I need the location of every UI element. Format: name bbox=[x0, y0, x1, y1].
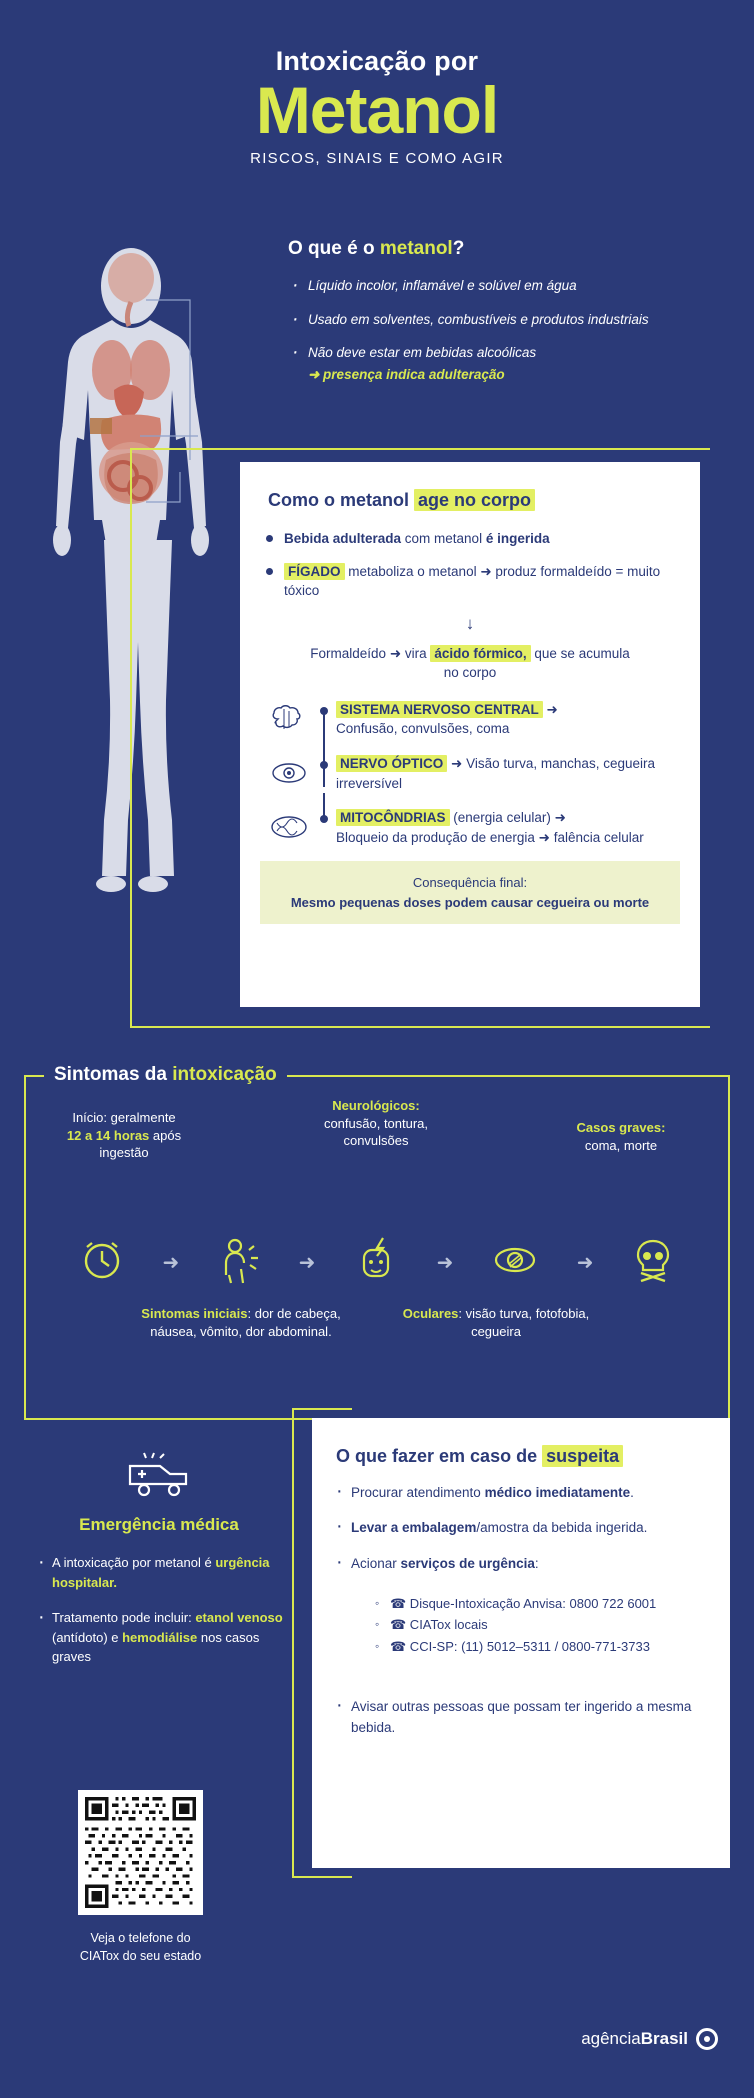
arrow-separator-icon: ➜ bbox=[576, 1251, 594, 1274]
step-ingestion-mid: com metanol bbox=[401, 531, 486, 546]
emergency-item1-bold2: hemodiálise bbox=[122, 1629, 198, 1645]
onset-line2b: após bbox=[149, 1127, 182, 1143]
qr-caption-line2: CIATox do seu estado bbox=[79, 1948, 202, 1963]
organ-text-mitochondria bbox=[336, 807, 644, 847]
emergency-item1-post: nos casos graves bbox=[52, 1629, 260, 1664]
header bbox=[0, 0, 754, 167]
step-liver-highlight: FÍGADO bbox=[284, 563, 345, 580]
skull-icon bbox=[631, 1237, 675, 1288]
symptom-label-severe bbox=[526, 1119, 716, 1154]
human-body-illustration bbox=[28, 240, 243, 930]
ocular-rest: : visão turva, fotofobia, cegueira bbox=[458, 1306, 590, 1339]
todo-item2-bold: serviços de urgência bbox=[400, 1555, 535, 1571]
step-formic-post: que se acumula no corpo bbox=[443, 645, 630, 681]
emergency-item1-bold1: etanol venoso bbox=[195, 1610, 283, 1625]
step-ingestion-bold1: Bebida adulterada bbox=[284, 531, 402, 546]
what-is-item-1: Usado em solventes, combustíveis e produtos industriais bbox=[308, 311, 649, 327]
todo-item1-bold: Levar a embalagem bbox=[351, 1520, 477, 1536]
list-item bbox=[336, 1697, 708, 1738]
neuro-line2: convulsões bbox=[343, 1133, 409, 1149]
symptoms-icon-row bbox=[26, 1227, 728, 1297]
eye-icon bbox=[266, 753, 312, 793]
todo-item3-pre: Avisar outras pessoas que possam ter ingerido a mesma bebida. bbox=[351, 1699, 692, 1735]
what-to-do-list bbox=[312, 1467, 730, 1777]
step-ingestion-bold2: é ingerida bbox=[485, 531, 550, 546]
symptom-label-initial bbox=[126, 1305, 356, 1340]
neuro-line1: confusão, tontura, bbox=[323, 1115, 429, 1131]
organ-title-optic: NERVO ÓPTICO bbox=[336, 755, 447, 772]
page-subtitle: RISCOS, SINAIS E COMO AGIR bbox=[250, 149, 504, 167]
step-ingestion bbox=[266, 529, 674, 549]
list-item bbox=[336, 1483, 708, 1503]
organ-desc-cns: Confusão, convulsões, coma bbox=[336, 721, 510, 737]
organ-row-cns bbox=[266, 699, 674, 739]
severe-title: Casos graves: bbox=[576, 1120, 666, 1135]
organ-desc-mitochondria: Bloqueio da produção de energia ➜ falência celular bbox=[336, 829, 644, 845]
organ-arrow-cns: ➜ bbox=[546, 701, 558, 717]
contact-ciatox: ◦ ☎ CIATox locais bbox=[375, 1615, 686, 1635]
mitochondria-icon bbox=[266, 807, 312, 847]
todo-item2-pre: Acionar bbox=[351, 1555, 401, 1571]
symptoms-top-labels bbox=[26, 1077, 728, 1182]
ambulance-icon bbox=[24, 1450, 294, 1507]
organ-desc-optic: Visão turva, manchas, cegueira irreversível bbox=[336, 755, 655, 791]
agencia-brasil-logo bbox=[581, 2028, 718, 2050]
step-liver bbox=[266, 562, 674, 601]
organ-row-mitochondria bbox=[266, 807, 674, 847]
emergency-heading: Emergência médica bbox=[79, 1515, 239, 1534]
qr-code[interactable] bbox=[78, 1790, 203, 1915]
what-is-heading-pre: O que é o bbox=[288, 238, 380, 259]
person-pain-icon bbox=[217, 1236, 261, 1289]
organ-title-mitochondria: MITOCÔNDRIAS bbox=[336, 809, 450, 826]
how-heading-pre: Como o metanol bbox=[268, 490, 415, 510]
todo-heading-pre: O que fazer em caso de bbox=[336, 1446, 543, 1466]
organ-arrow-mitochondria: (energia celular) ➜ bbox=[453, 810, 566, 826]
what-is-section bbox=[288, 238, 728, 398]
emergency-item1-mid: (antídoto) e bbox=[52, 1629, 123, 1645]
onset-line3: ingestão bbox=[99, 1145, 149, 1161]
symptom-label-onset bbox=[34, 1109, 214, 1162]
logo-dot-icon bbox=[696, 2028, 718, 2050]
initial-rest: : dor de cabeça, náusea, vômito, dor abdominal. bbox=[150, 1306, 341, 1339]
what-is-list bbox=[288, 276, 728, 384]
todo-item0-bold: médico imediatamente bbox=[484, 1485, 631, 1500]
what-is-heading bbox=[288, 238, 728, 260]
brain-icon bbox=[266, 699, 312, 739]
organ-row-optic bbox=[266, 753, 674, 793]
todo-item2-post: : bbox=[534, 1555, 539, 1571]
page-title-line2: Metanol bbox=[255, 73, 499, 147]
arrow-separator-icon: ➜ bbox=[436, 1251, 454, 1274]
emergency-item0-pre: A intoxicação por metanol é bbox=[52, 1555, 216, 1570]
step-formic-highlight: ácido fórmico, bbox=[430, 645, 530, 662]
how-it-acts-steps bbox=[240, 511, 700, 683]
organ-title-cns: SISTEMA NERVOSO CENTRAL bbox=[336, 701, 543, 718]
list-item bbox=[36, 1553, 294, 1592]
initial-title: Sintomas iniciais bbox=[141, 1306, 248, 1321]
qr-caption-line1: Veja o telefone do bbox=[90, 1931, 191, 1945]
what-is-heading-post: ? bbox=[452, 238, 465, 259]
step-formic-pre: Formaldeído ➜ vira bbox=[310, 645, 431, 661]
head-seizure-icon bbox=[353, 1236, 399, 1289]
blurred-eye-icon bbox=[491, 1243, 539, 1282]
list-item bbox=[288, 310, 728, 330]
contact-ccisp: ◦ ☎ CCI-SP: (11) 5012–5311 / 0800-771-3733 bbox=[375, 1637, 686, 1657]
emergency-item0-bold: urgência hospitalar. bbox=[52, 1555, 270, 1590]
list-item bbox=[336, 1554, 708, 1683]
down-arrow-icon: ↓ bbox=[465, 613, 475, 633]
emergency-list bbox=[24, 1553, 294, 1667]
arrow-separator-icon: ➜ bbox=[298, 1251, 316, 1274]
step-liver-text: metaboliza o metanol ➜ produz formaldeído = muito tóxico bbox=[284, 563, 661, 599]
emergency-contacts-list bbox=[351, 1578, 708, 1683]
logo-text-light: agência bbox=[581, 2029, 641, 2048]
affected-organs-list bbox=[240, 699, 700, 847]
symptoms-heading-pre: Sintomas da bbox=[54, 1064, 173, 1085]
organ-text-cns bbox=[336, 699, 558, 739]
list-item bbox=[288, 276, 728, 296]
arrow-separator-icon: ➜ bbox=[162, 1251, 180, 1274]
logo-text-bold: Brasil bbox=[640, 2029, 688, 2048]
what-is-item-2: Não deve estar em bebidas alcoólicas bbox=[308, 345, 537, 361]
todo-item1-post: /amostra da bebida ingerida. bbox=[476, 1520, 648, 1536]
organ-arrow-optic: ➜ bbox=[451, 755, 463, 771]
what-is-item-0: Líquido incolor, inflamável e solúvel em água bbox=[308, 278, 577, 293]
page-title-line1: Intoxicação por bbox=[275, 46, 479, 76]
list-item bbox=[336, 1518, 708, 1538]
list-item bbox=[288, 343, 728, 384]
todo-item0-pre: Procurar atendimento bbox=[351, 1485, 485, 1500]
symptoms-heading-highlight: intoxicação bbox=[172, 1064, 277, 1085]
what-to-do-heading bbox=[312, 1418, 730, 1467]
onset-line1: Início: geralmente bbox=[72, 1110, 176, 1125]
consequence-box bbox=[260, 861, 680, 924]
consequence-label: Consequência final: bbox=[412, 875, 528, 891]
emergency-item1-pre: Tratamento pode incluir: bbox=[52, 1610, 196, 1625]
consequence-text: Mesmo pequenas doses podem causar cegueira ou morte bbox=[290, 894, 650, 910]
severe-line1: coma, morte bbox=[584, 1137, 658, 1153]
how-it-acts-heading bbox=[240, 462, 700, 511]
symptoms-section bbox=[24, 1064, 730, 1420]
todo-heading-highlight: suspeita bbox=[542, 1445, 623, 1467]
what-is-arrow-note: ➜ presença indica adulteração bbox=[308, 366, 505, 382]
symptom-label-ocular bbox=[386, 1305, 606, 1340]
contact-anvisa: ◦ ☎ Disque-Intoxicação Anvisa: 0800 722 6001 bbox=[375, 1594, 686, 1614]
clock-icon bbox=[79, 1237, 125, 1288]
qr-caption bbox=[28, 1930, 253, 1965]
what-to-do-panel bbox=[312, 1418, 730, 1868]
step-formic-acid bbox=[266, 640, 674, 683]
how-it-acts-panel bbox=[240, 462, 700, 1007]
emergency-section bbox=[24, 1450, 294, 1683]
how-heading-highlight: age no corpo bbox=[414, 489, 535, 511]
ocular-title: Oculares bbox=[402, 1306, 459, 1321]
list-item bbox=[36, 1608, 294, 1667]
onset-line2-bold: 12 a 14 horas bbox=[66, 1127, 150, 1143]
neuro-title: Neurológicos: bbox=[332, 1098, 420, 1113]
todo-item0-post: . bbox=[630, 1485, 634, 1500]
what-is-heading-highlight: metanol bbox=[379, 238, 453, 259]
organ-text-optic bbox=[336, 753, 674, 793]
symptom-label-neuro bbox=[281, 1097, 471, 1150]
